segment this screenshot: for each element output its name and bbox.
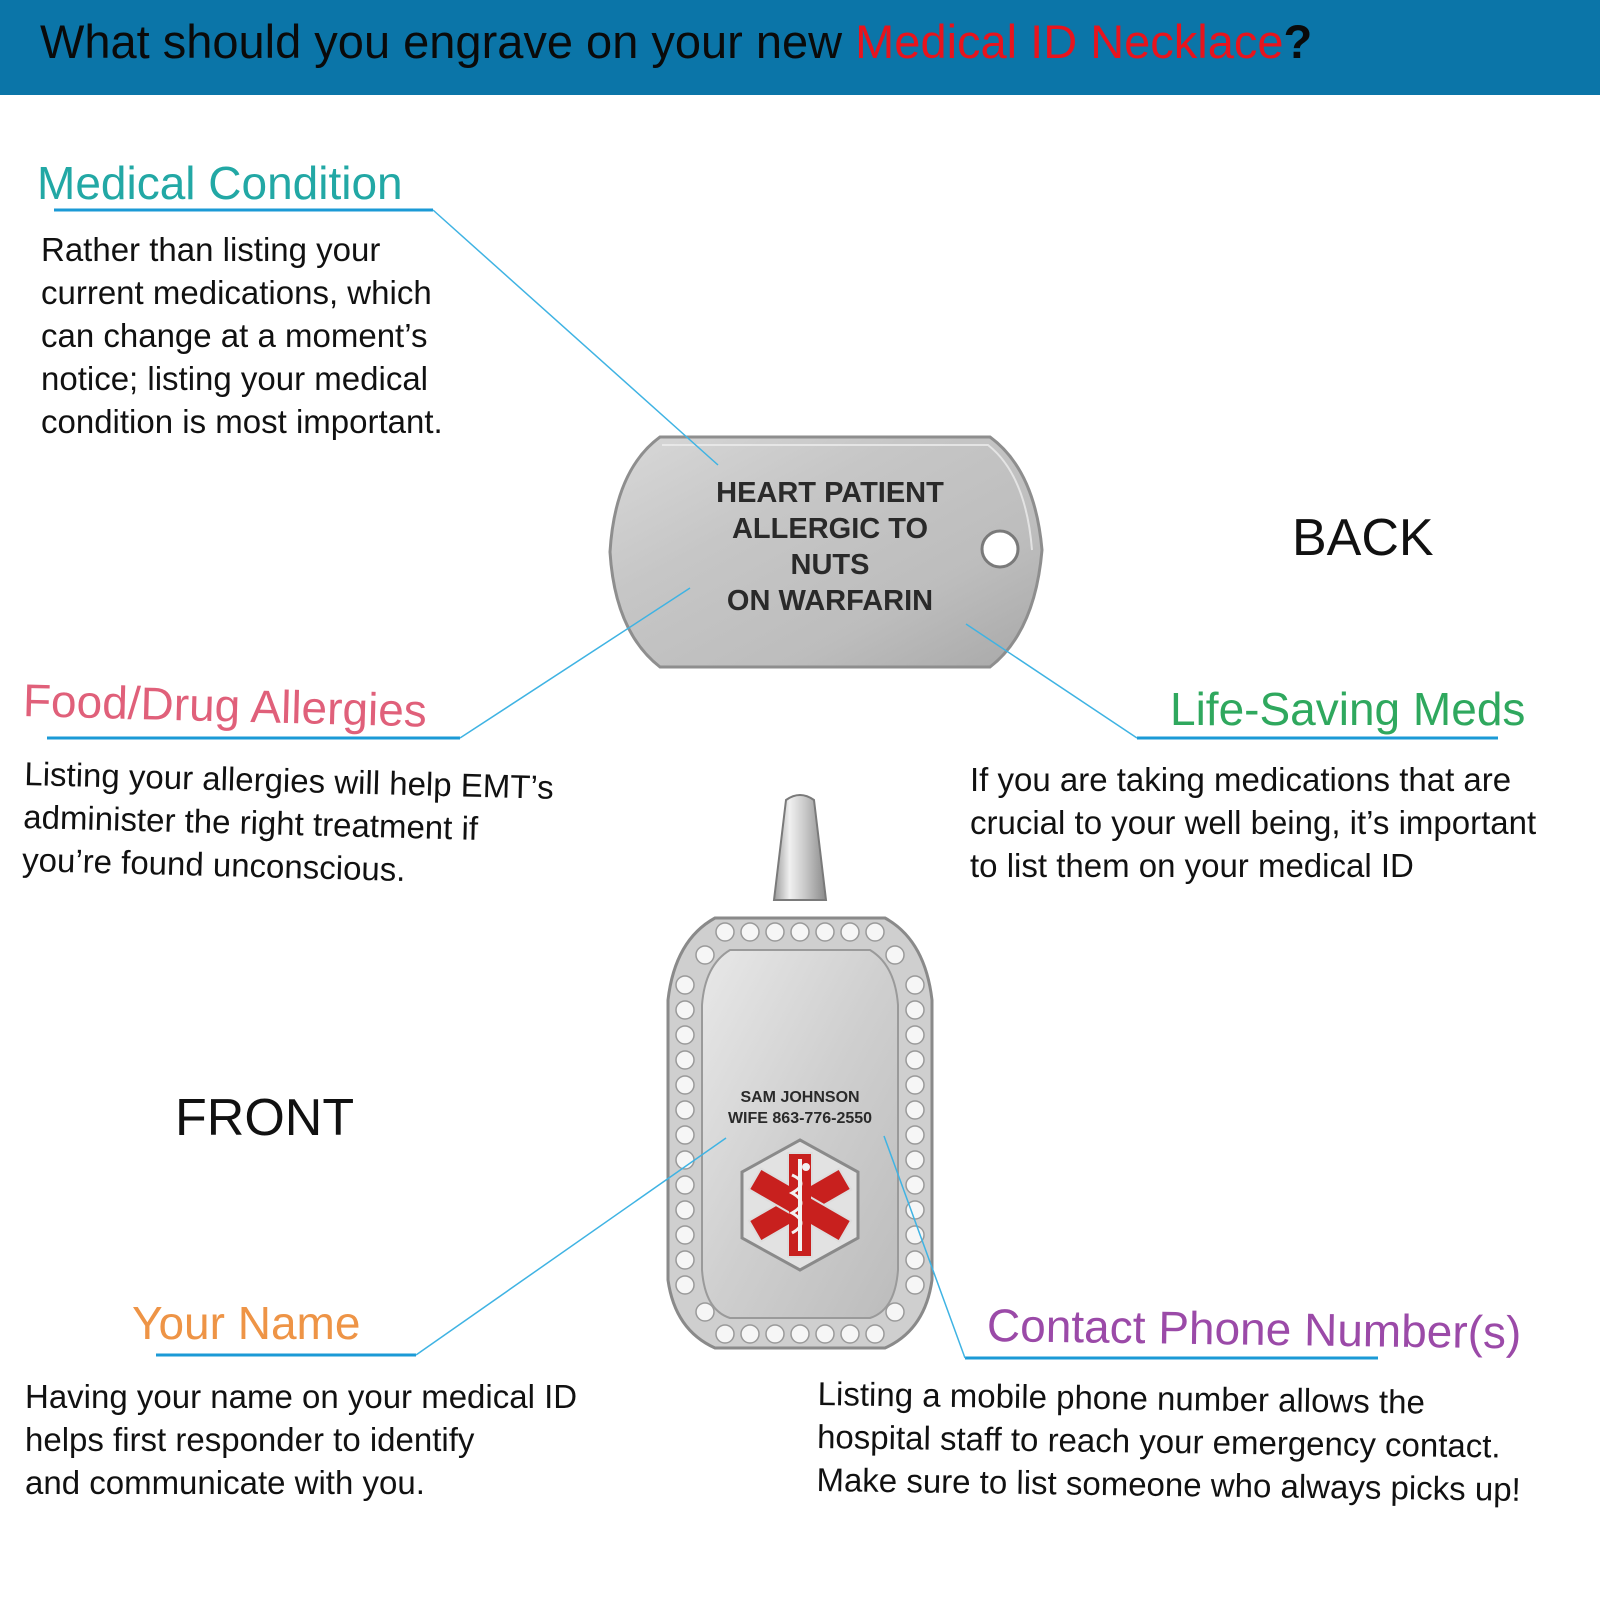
leader-meds [966, 624, 1137, 738]
crystal-stone [816, 1325, 834, 1343]
body-line: helps first responder to identify [25, 1421, 475, 1458]
crystal-stone [676, 1001, 694, 1019]
allergies-text [22, 752, 555, 895]
title-question-mark: ? [1283, 15, 1313, 68]
medical-condition-text [41, 228, 443, 443]
body-line: Listing your allergies will help EMT’s [23, 754, 555, 806]
crystal-stone [906, 1101, 924, 1119]
crystal-stone [791, 923, 809, 941]
crystal-stone [906, 1001, 924, 1019]
body-line: Rather than listing your [41, 231, 381, 268]
body-line: to list them on your medical ID [970, 847, 1414, 884]
body-line: and communicate with you. [25, 1464, 425, 1501]
crystal-stone [906, 976, 924, 994]
name-text [25, 1375, 577, 1504]
back-tag-line: ALLERGIC TO [731, 513, 929, 545]
body-line: condition is most important. [41, 403, 443, 440]
crystal-stone [716, 1325, 734, 1343]
back-tag-engraving [660, 475, 1000, 619]
phone-heading: Contact Phone Number(s) [986, 1299, 1522, 1359]
crystal-stone [841, 923, 859, 941]
front-tag-line: WIFE 863-776-2550 [727, 1110, 873, 1127]
body-line: current medications, which [41, 274, 432, 311]
name-heading: Your Name [132, 1297, 361, 1349]
crystal-stone [676, 1176, 694, 1194]
crystal-stone [676, 1076, 694, 1094]
crystal-stone [676, 1126, 694, 1144]
body-line: Make sure to list someone who always picks up! [816, 1460, 1522, 1508]
body-line: can change at a moment’s [41, 317, 428, 354]
crystal-stone [741, 1325, 759, 1343]
crystal-stone [866, 1325, 884, 1343]
crystal-stone [906, 1076, 924, 1094]
crystal-stone [816, 923, 834, 941]
back-tag-line: NUTS [790, 549, 870, 581]
crystal-stone [676, 976, 694, 994]
crystal-stone [676, 1026, 694, 1044]
crystal-stone [906, 1126, 924, 1144]
back-tag-line: HEART PATIENT [716, 477, 944, 509]
crystal-stone [906, 1276, 924, 1294]
crystal-stone [696, 946, 714, 964]
crystal-stone [906, 1251, 924, 1269]
body-line: administer the right treatment if [22, 797, 479, 847]
crystal-stone [841, 1325, 859, 1343]
leader-medical-condition [433, 210, 718, 465]
meds-heading: Life-Saving Meds [1170, 683, 1526, 735]
body-line: crucial to your well being, it’s important [970, 804, 1537, 841]
title-prefix: What should you engrave on your new [40, 15, 856, 68]
crystal-stone [676, 1251, 694, 1269]
crystal-stone [791, 1325, 809, 1343]
crystal-stone [866, 923, 884, 941]
medical-condition-heading: Medical Condition [37, 157, 403, 209]
body-line: Listing a mobile phone number allows the [817, 1374, 1426, 1421]
phone-text [816, 1372, 1522, 1511]
front-tag-engraving [700, 1087, 900, 1129]
body-line: If you are taking medications that are [970, 761, 1512, 798]
body-line: you’re found unconscious. [21, 840, 406, 888]
title-accent: Medical ID Necklace [855, 15, 1284, 68]
crystal-stone [886, 1303, 904, 1321]
back-tag-line: ON WARFARIN [726, 585, 934, 617]
body-line: hospital staff to reach your emergency contact. [816, 1417, 1501, 1465]
crystal-stone [906, 1226, 924, 1244]
meds-text [970, 758, 1536, 887]
body-line: Having your name on your medical ID [25, 1378, 578, 1415]
body-line: notice; listing your medical [41, 360, 429, 397]
back-label: BACK [1292, 509, 1434, 567]
crystal-stone [906, 1051, 924, 1069]
crystal-stone [741, 923, 759, 941]
allergies-heading: Food/Drug Allergies [22, 674, 428, 737]
crystal-stone [676, 1201, 694, 1219]
crystal-stone [766, 923, 784, 941]
crystal-stone [906, 1026, 924, 1044]
crystal-stone [766, 1325, 784, 1343]
crystal-stone [906, 1176, 924, 1194]
front-dog-tag [668, 795, 932, 1348]
crystal-stone [676, 1101, 694, 1119]
crystal-stone [676, 1051, 694, 1069]
crystal-stone [676, 1276, 694, 1294]
crystal-stone [696, 1303, 714, 1321]
front-tag-line: SAM JOHNSON [740, 1089, 860, 1106]
crystal-stone [886, 946, 904, 964]
crystal-stone [676, 1226, 694, 1244]
front-label: FRONT [175, 1089, 355, 1147]
crystal-stone [716, 923, 734, 941]
crystal-stone [906, 1151, 924, 1169]
